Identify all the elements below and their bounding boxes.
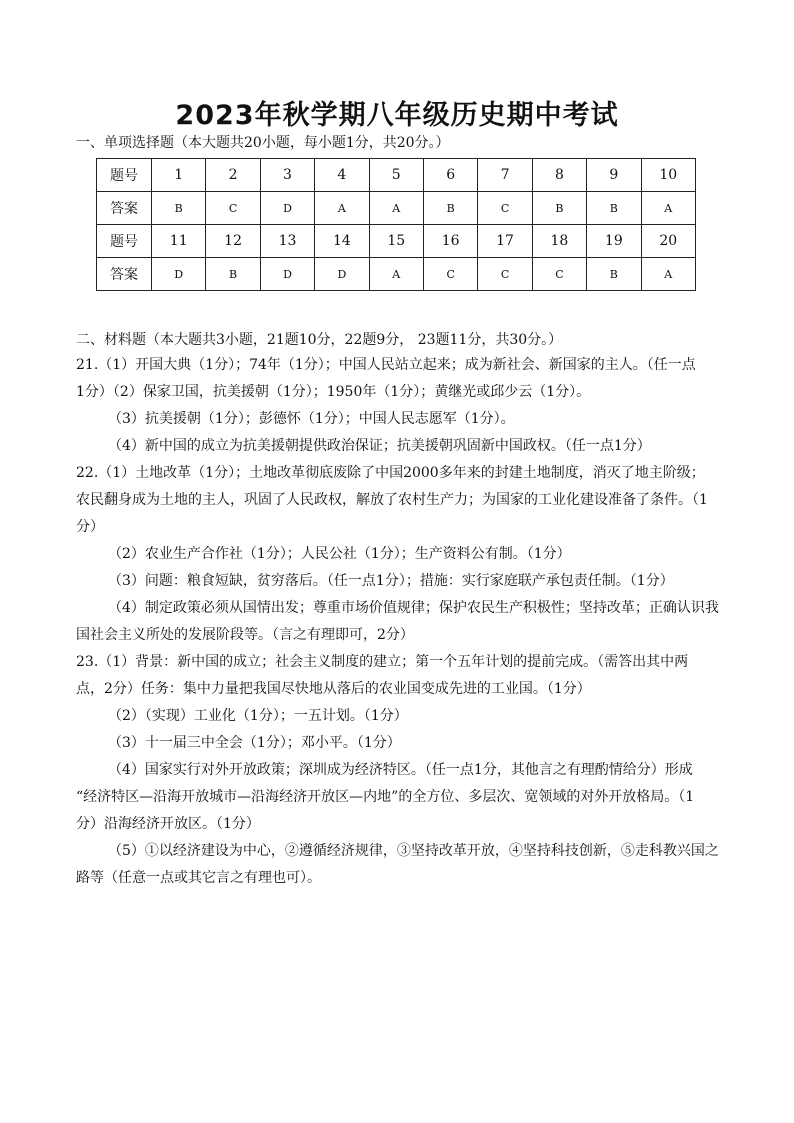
table-cell: 10 — [641, 159, 695, 192]
row-label: 题号 — [97, 225, 152, 258]
table-cell: 16 — [423, 225, 477, 258]
answer-line: 分） — [76, 519, 104, 535]
table-cell: 20 — [641, 225, 695, 258]
section-1-heading: 一、单项选择题（本大题共20小题，每小题1分，共20分。） — [76, 135, 450, 151]
answer-line: （2）（实现）工业化（1分）；一五计划。（1分） — [108, 708, 408, 724]
table-cell: A — [369, 192, 423, 225]
table-cell: C — [532, 258, 586, 291]
answer-line: （3）问题：粮食短缺，贫穷落后。（任一点1分）；措施：实行家庭联产承包责任制。（1分） — [108, 573, 674, 589]
answer-line: 22.（1）土地改革（1分）；土地改革彻底废除了中国2000多年来的封建土地制度，消灭了地主阶级； — [76, 465, 705, 481]
answer-line: （2）农业生产合作社（1分）；人民公社（1分）；生产资料公有制。（1分） — [108, 546, 571, 562]
answer-line: （3）十一届三中全会（1分）；邓小平。（1分） — [108, 735, 401, 751]
table-cell: A — [315, 192, 369, 225]
table-cell: 4 — [315, 159, 369, 192]
table-cell: 19 — [587, 225, 641, 258]
table-cell: 9 — [587, 159, 641, 192]
table-cell: 15 — [369, 225, 423, 258]
table-cell: D — [152, 258, 206, 291]
page-title: 2023年秋学期八年级历史期中考试 — [175, 100, 619, 131]
table-cell: D — [260, 258, 314, 291]
table-cell: D — [260, 192, 314, 225]
answer-line: 点，2分）任务：集中力量把我国尽快地从落后的农业国变成先进的工业国。（1分） — [76, 681, 591, 697]
table-row — [97, 225, 696, 258]
table-cell: 2 — [206, 159, 260, 192]
table-cell: B — [423, 192, 477, 225]
table-cell: 14 — [315, 225, 369, 258]
table-cell: C — [423, 258, 477, 291]
answer-line: 农民翻身成为土地的主人，巩固了人民政权，解放了农村生产力；为国家的工业化建设准备了条件。（1 — [76, 492, 708, 508]
table-cell: A — [641, 192, 695, 225]
table-cell: D — [315, 258, 369, 291]
table-cell: B — [532, 192, 586, 225]
table-cell: C — [478, 258, 532, 291]
table-cell: B — [587, 258, 641, 291]
table-cell: 1 — [152, 159, 206, 192]
answer-line: （3）抗美援朝（1分）；彭德怀（1分）；中国人民志愿军（1分）。 — [108, 411, 515, 427]
answer-line: 1分）（2）保家卫国，抗美援朝（1分）；1950年（1分）；黄继光或邱少云（1分）。 — [76, 384, 591, 400]
table-cell: B — [587, 192, 641, 225]
table-row — [97, 192, 696, 225]
row-label: 题号 — [97, 159, 152, 192]
table-cell: B — [152, 192, 206, 225]
answer-line: 分）沿海经济开放区。（1分） — [76, 816, 260, 832]
table-cell: 17 — [478, 225, 532, 258]
row-label: 答案 — [97, 258, 152, 291]
answer-line: “经济特区—沿海开放城市—沿海经济开放区—内地”的全方位、多层次、宽领域的对外开放格局。（1 — [76, 789, 695, 805]
table-row — [97, 258, 696, 291]
answer-line: （4）新中国的成立为抗美援朝提供政治保证；抗美援朝巩固新中国政权。（任一点1分） — [108, 438, 651, 454]
table-cell: B — [206, 258, 260, 291]
answer-line: （5）①以经济建设为中心，②遵循经济规律，③坚持改革开放，④坚持科技创新，⑤走科教兴国之 — [108, 843, 719, 859]
table-cell: 3 — [260, 159, 314, 192]
answer-line: 23.（1）背景：新中国的成立；社会主义制度的建立；第一个五年计划的提前完成。（需答出其中两 — [76, 654, 689, 670]
section-2-heading: 二、材料题（本大题共3小题，21题10分，22题9分， 23题11分，共30分。） — [76, 332, 563, 348]
table-cell: 18 — [532, 225, 586, 258]
table-cell: 12 — [206, 225, 260, 258]
table-cell: A — [641, 258, 695, 291]
answer-body — [76, 352, 726, 892]
answer-line: 21.（1）开国大典（1分）；74年（1分）；中国人民站立起来；成为新社会、新国家的主人。（任一点 — [76, 357, 696, 373]
table-cell: 7 — [478, 159, 532, 192]
table-row — [97, 159, 696, 192]
answer-line: （4）制定政策必须从国情出发；尊重市场价值规律；保护农民生产积极性；坚持改革；正确认识我 — [108, 600, 719, 616]
table-cell: 6 — [423, 159, 477, 192]
answer-line: （4）国家实行对外开放政策；深圳成为经济特区。（任一点1分，其他言之有理酌情给分）形成 — [108, 762, 693, 778]
table-cell: C — [478, 192, 532, 225]
table-cell: A — [369, 258, 423, 291]
row-label: 答案 — [97, 192, 152, 225]
answer-table — [96, 158, 696, 291]
table-cell: 8 — [532, 159, 586, 192]
table-cell: 5 — [369, 159, 423, 192]
answer-line: 国社会主义所处的发展阶段等。（言之有理即可，2分） — [76, 627, 414, 643]
answer-line: 路等（任意一点或其它言之有理也可）。 — [76, 870, 321, 886]
table-cell: 11 — [152, 225, 206, 258]
table-cell: 13 — [260, 225, 314, 258]
table-cell: C — [206, 192, 260, 225]
